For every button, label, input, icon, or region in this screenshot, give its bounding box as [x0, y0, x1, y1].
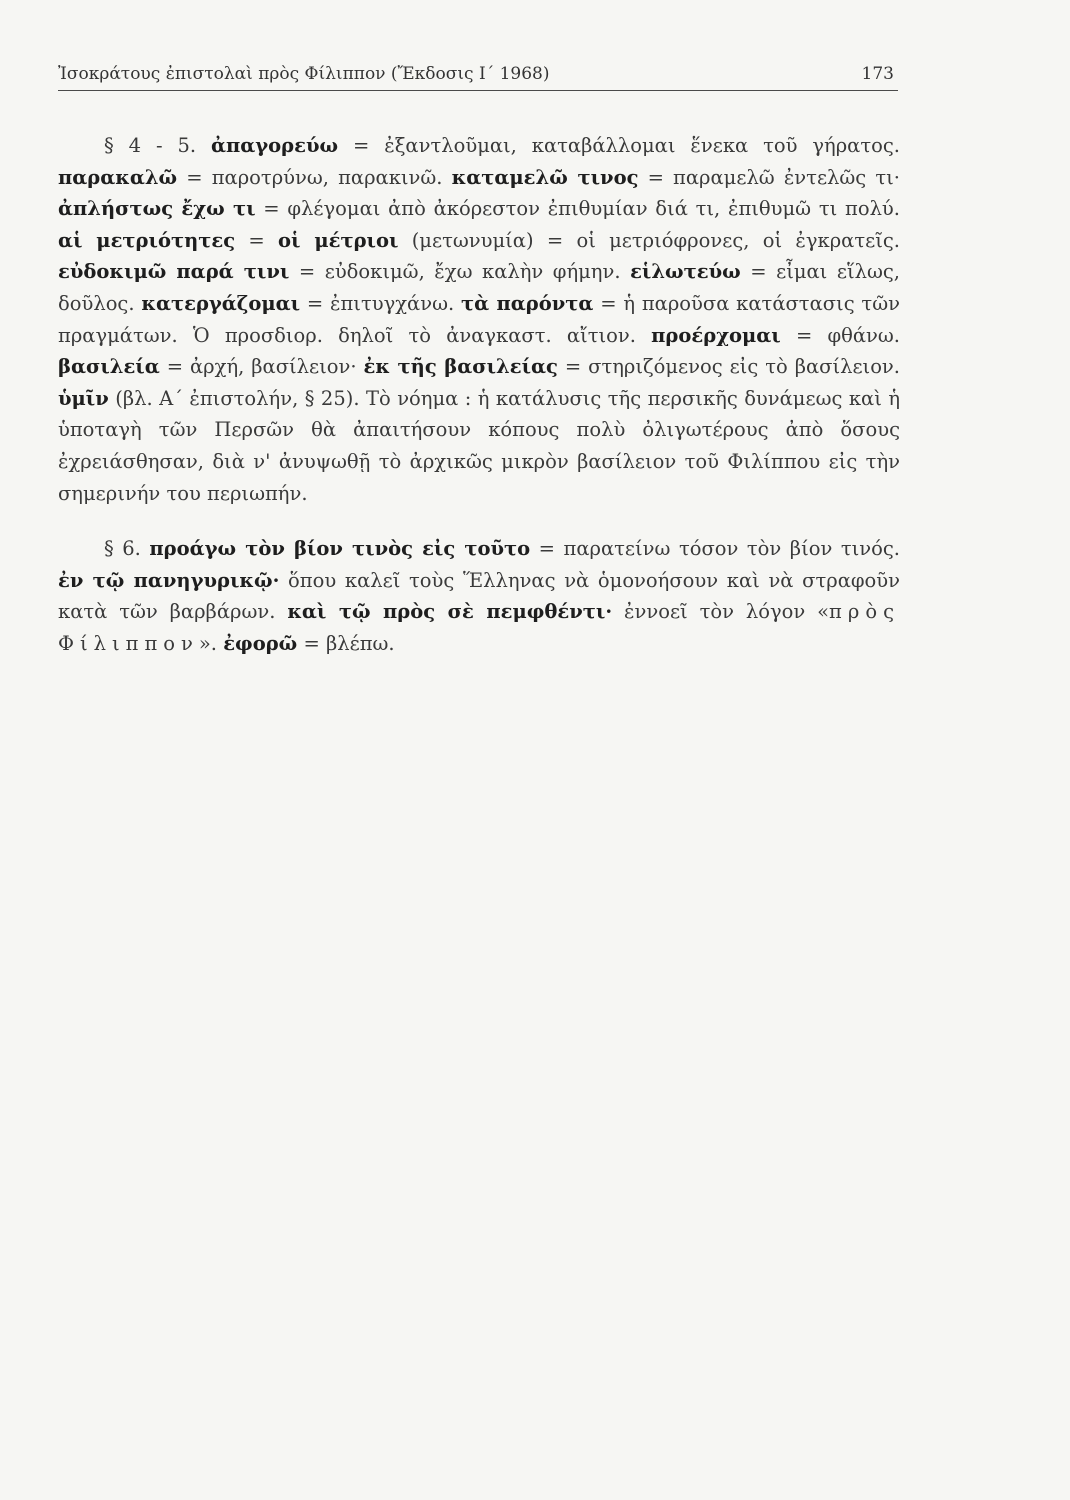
gloss-text: § 6. — [104, 537, 150, 561]
lemma-term: ἀπαγορεύω — [210, 134, 339, 157]
gloss-text: = παρατείνω τόσον τὸν βίον τινός. — [530, 537, 900, 561]
gloss-text: = ἀρχή, βασίλειον· — [159, 355, 364, 379]
lemma-term: βασιλεία — [58, 355, 160, 379]
lemma-term: εἱλωτεύω — [630, 260, 741, 284]
lemma-term: οἱ μέτριοι — [278, 228, 399, 252]
gloss-text: ὅπου καλεῖ τοὺς Ἕλληνας νὰ ὁμονοήσουν καὶ νὰ στραφοῦν κατὰ τῶν βαρβάρων. — [58, 568, 900, 624]
gloss-text: = φλέγομαι ἀπὸ ἀκόρεστον ἐπιθυμίαν διά τι, ἐπιθυμῶ τι πολύ. — [255, 197, 900, 221]
gloss-text: = ἐπιτυγχάνω. — [300, 291, 461, 315]
gloss-text: = — [235, 228, 279, 252]
lemma-term: ἐν τῷ πανηγυρικῷ· — [58, 568, 280, 592]
commentary-body — [58, 130, 900, 660]
lemma-term: καὶ τῷ πρὸς σὲ πεμφθέντι· — [287, 600, 613, 624]
gloss-text: ἐννοεῖ τὸν λόγον « — [612, 600, 830, 624]
gloss-text: = εὐδοκιμῶ, ἔχω καλὴν φήμην. — [289, 260, 631, 284]
gloss-text: (βλ. Α΄ ἐπιστολήν, § 25). Τὸ νόημα : ἡ κατάλυσις τῆς περσικῆς δυνάμεως καὶ ἡ ὑποταγὴ τῶν Περσῶν θὰ ἀπαιτήσουν κόπους πολὺ ὀλιγωτέρους ἀπὸ ὅσους ἐχρειάσθησαν, διὰ ν' ἀνυψωθῇ τὸ ἀρχικῶς μικρὸν βασίλειον τοῦ Φιλίππου εἰς τὴν σημερινήν του περιωπήν. — [58, 386, 900, 505]
gloss-text: = εἶμαι εἵλως, δοῦλος. — [58, 260, 900, 315]
gloss-text: = βλέπω. — [297, 631, 395, 655]
paragraph-section-6 — [58, 533, 900, 659]
gloss-text: = στηριζόμενος εἰς τὸ βασίλειον. — [557, 355, 900, 379]
lemma-term: καταμελῶ τινος — [451, 165, 639, 189]
lemma-term: ἐκ τῆς βασιλείας — [363, 355, 558, 379]
gloss-text: πρὸς Φίλιππον — [58, 600, 900, 655]
gloss-text: = παραμελῶ ἐντελῶς τι· — [638, 165, 900, 189]
gloss-text: ». — [198, 631, 224, 655]
gloss-text: = φθάνω. — [780, 323, 900, 347]
lemma-term: ἐφορῶ — [223, 631, 298, 655]
lemma-term: προάγω τὸν βίον τινὸς εἰς τοῦτο — [149, 537, 531, 561]
lemma-term: παρακαλῶ — [58, 165, 178, 189]
header-title: Ἰσοκράτους ἐπιστολαὶ πρὸς Φίλιππον (Ἔκδοσις Ι΄ 1968) — [58, 64, 550, 84]
lemma-term: κατεργάζομαι — [141, 291, 301, 315]
lemma-term: ἀπλήστως ἔχω τι — [58, 197, 256, 221]
page-number: 173 — [861, 64, 894, 84]
running-header — [58, 64, 898, 91]
paragraph-section-4-5 — [58, 130, 900, 509]
lemma-term: αἱ μετριότητες — [58, 228, 236, 252]
gloss-text: (μετωνυμία) = οἱ μετριόφρονες, οἱ ἐγκρατεῖς. — [398, 228, 900, 252]
lemma-term: τὰ παρόντα — [460, 291, 594, 315]
lemma-term: ὑμῖν — [58, 386, 109, 410]
lemma-term: προέρχομαι — [651, 323, 781, 347]
gloss-text: = ἐξαντλοῦμαι, καταβάλλομαι ἕνεκα τοῦ γήρατος. — [338, 134, 900, 157]
gloss-text: = ἡ παροῦσα κατάστασις τῶν πραγμάτων. Ὁ προσδιορ. δηλοῖ τὸ ἀναγκαστ. αἴτιον. — [58, 291, 900, 347]
gloss-text: = παροτρύνω, παρακινῶ. — [177, 165, 452, 189]
gloss-text: § 4 - 5. — [104, 134, 211, 157]
lemma-term: εὐδοκιμῶ παρά τινι — [58, 260, 290, 284]
